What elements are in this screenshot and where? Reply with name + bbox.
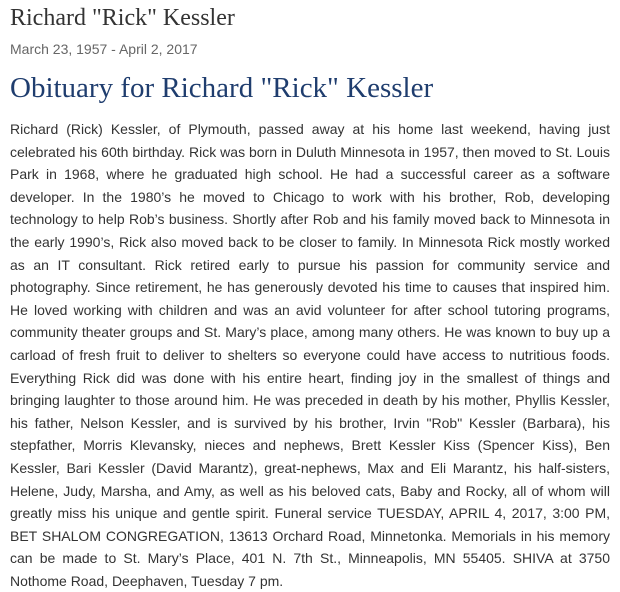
obituary-page [10,0,610,592]
life-dates: March 23, 1957 - April 2, 2017 [10,41,198,57]
obituary-title: Obituary for Richard "Rick" Kessler [10,72,434,104]
obituary-text: Richard (Rick) Kessler, of Plymouth, passed away at his home last weekend, having just celebrated his 60th birthday. Rick was born in Duluth Minnesota in 1957, then moved to St. Louis Park in 1968, where he graduated high school. He had a successful career as a software developer. In the 1980’s he moved to Chicago to work with his brother, Rob, developing technology to help Rob’s business. Shortly after Rob and his family moved back to Minnesota in the early 1990’s, Rick also moved back to be closer to family. In Minnesota Rick mostly worked as an IT consultant. Rick retired early to pursue his passion for community service and photography. Since retirement, he has generously devoted his time to causes that inspired him. He loved working with children and was an avid volunteer for after school tutoring programs, community theater groups and St. Mary’s place, among many others. He was known to buy up a carload of fresh fruit to deliver to shelters so everyone could have access to nutritious foods. Everything Rick did was done with his entire heart, finding joy in the smallest of things and bringing laughter to those around him. He was preceded in death by his mother, Phyllis Kessler, his father, Nelson Kessler, and is survived by his brother, Irvin "Rob" Kessler (Barbara), his stepfather, Morris Klevansky, nieces and nephews, Brett Kessler Kiss (Spencer Kiss), Ben Kessler, Bari Kessler (David Marantz), great-nephews, Max and Eli Marantz, his half-sisters, Helene, Judy, Marsha, and Amy, as well as his beloved cats, Baby and Rocky, all of whom will greatly miss his unique and gentle spirit. Funeral service TUESDAY, APRIL 4, 2017, 3:00 PM, BET SHALOM CONGREGATION, 13613 Orchard Road, Minnetonka. Memorials in his memory can be made to St. Mary’s Place, 401 N. 7th St., Minneapolis, MN 55405. SHIVA at 3750 Nothome Road, Deephaven, Tuesday 7 pm. [10,121,610,589]
person-name: Richard "Rick" Kessler [10,5,235,31]
